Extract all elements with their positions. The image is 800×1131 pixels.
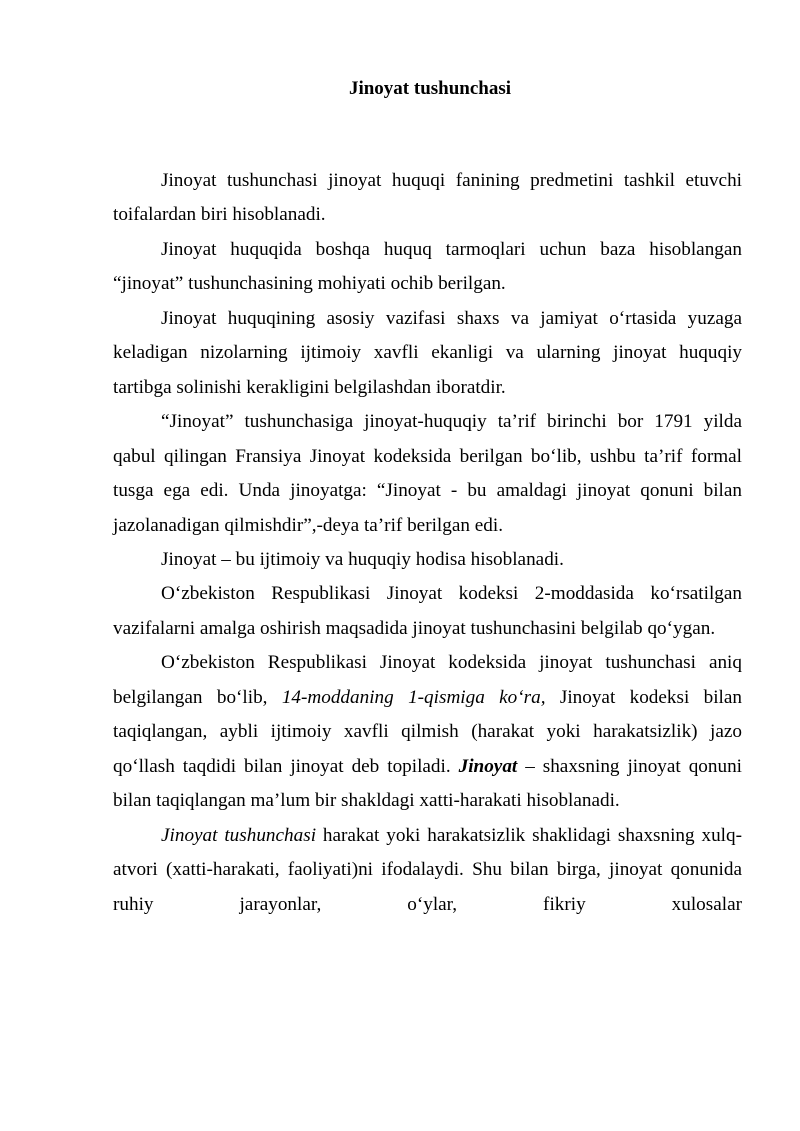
page-title: Jinoyat tushunchasi xyxy=(348,78,512,99)
paragraph-5: Jinoyat – bu ijtimoiy va huquqiy hodisa hisoblanadi. xyxy=(161,548,564,570)
paragraph-8-italic: Jinoyat tushunchasi xyxy=(161,824,317,846)
document-body xyxy=(113,164,742,922)
paragraph-7-italic: 14-moddaning 1-qismiga ko‘ra, xyxy=(281,686,546,708)
paragraph-7-text-3: – shaxsning jinoyat qonuni bilan taqiqlangan ma’lum bir shakldagi xatti-harakati hisoblanadi. xyxy=(113,755,742,812)
paragraph-7-text-2: Jinoyat kodeksi bilan taqiqlangan, aybli ijtimoiy xavfli qilmish (harakat yoki harakatsizlik) jazo qo‘llash taqdidi bilan jinoyat deb topiladi. xyxy=(113,686,743,777)
paragraph-8 xyxy=(113,819,742,922)
paragraph-7-text-1: O‘zbekiston Respublikasi Jinoyat kodeksida jinoyat tushunchasi aniq belgilangan bo‘lib, xyxy=(113,652,742,708)
paragraph-8-text: harakat yoki harakatsizlik shaklidagi shaxsning xulq-atvori (xatti-harakati, faoliyati)ni ifodalaydi. Shu bilan birga, jinoyat qonunida ruhiy jarayonlar, o‘ylar, fikriy xulosalar xyxy=(113,824,742,915)
paragraph-1: Jinoyat tushunchasi jinoyat huquqi fanining predmetini tashkil etuvchi toifalardan biri hisoblanadi. xyxy=(113,170,742,226)
paragraph-7-bold-italic: Jinoyat xyxy=(458,755,518,777)
paragraph-2: Jinoyat huquqida boshqa huquq tarmoqlari uchun baza hisoblangan “jinoyat” tushunchasining mohiyati ochib berilgan. xyxy=(113,238,742,295)
paragraph-4: “Jinoyat” tushunchasiga jinoyat-huquqiy ta’rif birinchi bor 1791 yilda qabul qilingan Fransiya Jinoyat kodeksida berilgan bo‘lib, ushbu ta’rif formal tusga ega edi. Unda jinoyatga: “Jinoyat - bu amaldagi jinoyat qonuni bilan jazolanadigan qilmishdir”,-deya ta’rif berilgan edi. xyxy=(113,411,742,536)
paragraph-6: O‘zbekiston Respublikasi Jinoyat kodeksi 2-moddasida ko‘rsatilgan vazifalarni amalga oshirish maqsadida jinoyat tushunchasini belgilab qo‘ygan. xyxy=(113,583,742,639)
paragraph-3: Jinoyat huquqining asosiy vazifasi shaxs va jamiyat o‘rtasida yuzaga keladigan nizolarning ijtimoiy xavfli ekanligi va ularning jinoyat huquqiy tartibga solinishi kerakligini belgilashdan iboratdir. xyxy=(113,307,742,398)
paragraph-7 xyxy=(113,646,742,818)
